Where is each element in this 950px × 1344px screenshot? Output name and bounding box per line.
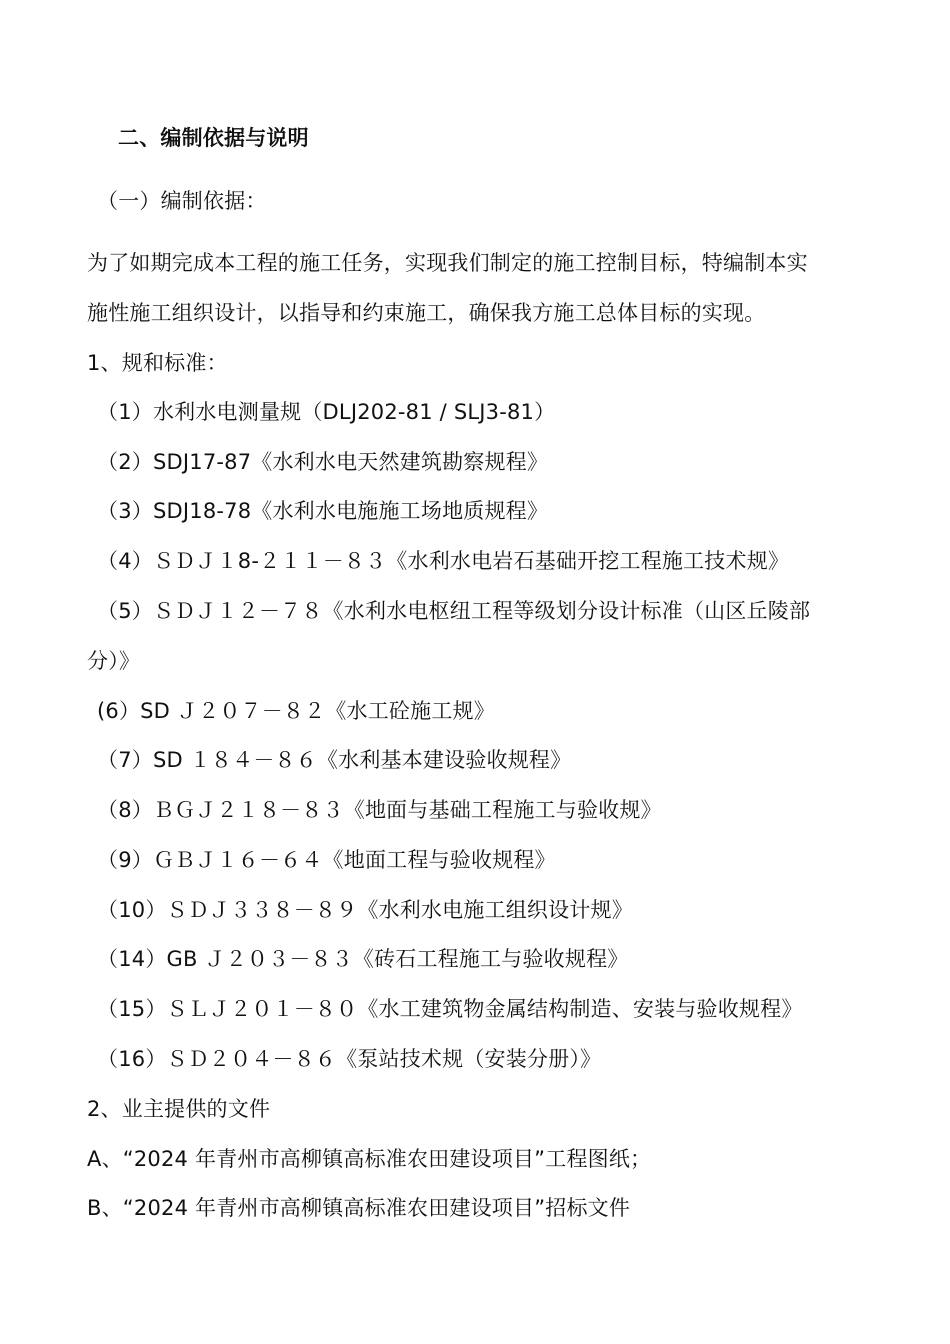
- section-title: 二、编制依据与说明: [118, 126, 309, 150]
- standard-item: （8）ＢＧＪ２１８－８３《地面与基础工程施工与验收规》: [97, 798, 662, 822]
- intro-paragraph-line: 施性施工组织设计，以指导和约束施工，确保我方施工总体目标的实现。: [87, 301, 766, 325]
- standard-item: （2）SDJ17-87《水利水电天然建筑勘察规程》: [97, 450, 549, 474]
- intro-paragraph-line: 为了如期完成本工程的施工任务，实现我们制定的施工控制目标，特编制本实: [87, 251, 808, 275]
- standard-item: （14）GB Ｊ２０３－８３《砖石工程施工与验收规程》: [97, 947, 629, 971]
- standard-item: （9）ＧＢＪ１６－６４《地面工程与验收规程》: [97, 848, 556, 872]
- standard-item: （5）ＳＤＪ１２－７８《水利水电枢纽工程等级划分设计标准（山区丘陵部: [97, 599, 811, 623]
- standard-item-continuation: 分）》: [87, 649, 141, 673]
- standard-item: （3）SDJ18-78《水利水电施施工场地质规程》: [97, 499, 549, 523]
- standard-item: （15）ＳＬＪ２０１－８０《水工建筑物金属结构制造、安装与验收规程》: [97, 997, 803, 1021]
- standard-item: (6）SD Ｊ２０７－８２《水工砼施工规》: [97, 699, 495, 723]
- owner-doc-item: B、“2024 年青州市高柳镇高标准农田建设项目”招标文件: [87, 1196, 631, 1220]
- subsection-title: （一）编制依据：: [97, 189, 267, 213]
- standards-heading: 1、规和标准：: [87, 351, 228, 375]
- owner-docs-heading: 2、业主提供的文件: [87, 1097, 271, 1121]
- standard-item: （7）SD １８４－８６《水利基本建设验收规程》: [97, 748, 572, 772]
- standard-item: （4）ＳＤＪ１8-２１１－８３《水利水电岩石基础开挖工程施工技术规》: [97, 549, 790, 573]
- standard-item: （10）ＳＤＪ３３８－８９《水利水电施工组织设计规》: [97, 898, 633, 922]
- owner-doc-item: A、“2024 年青州市高柳镇高标准农田建设项目”工程图纸；: [87, 1147, 652, 1171]
- standard-item: （1）水利水电测量规（DLJ202-81 / SLJ3-81）: [97, 400, 556, 424]
- standard-item: （16）ＳＤ２０４－８６《泵站技术规（安装分册）》: [97, 1047, 602, 1071]
